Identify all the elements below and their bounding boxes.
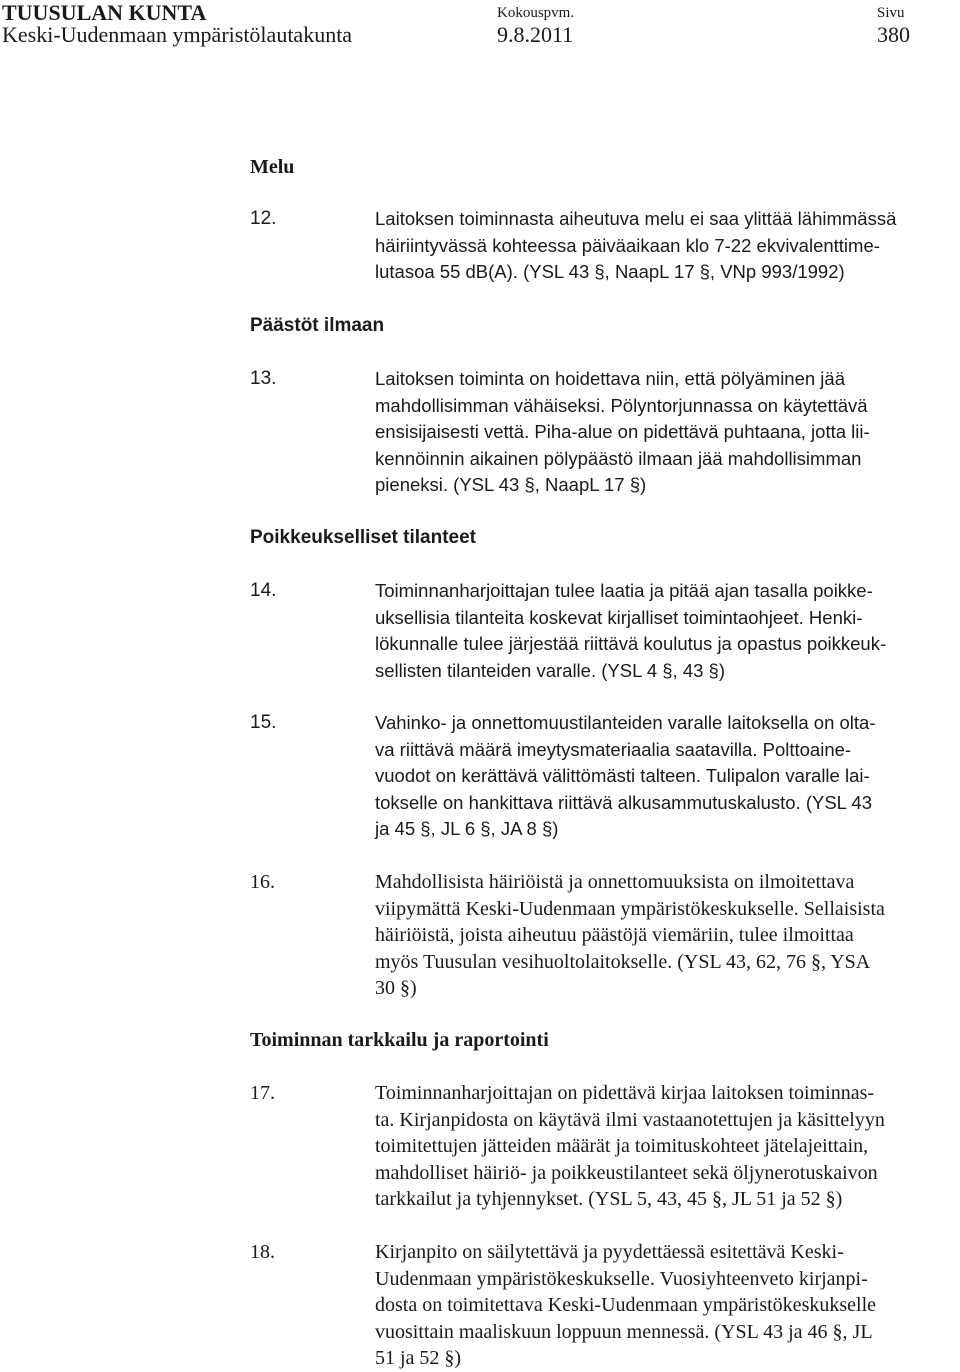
item-line: pieneksi. (YSL 43 §, NaapL 17 §) — [375, 474, 647, 495]
item-text — [375, 366, 960, 499]
item-line: sellisten tilanteiden varalle. (YSL 4 §, 43 §) — [375, 659, 725, 681]
section-heading-poikkeukselliset: Poikkeukselliset tilanteet — [250, 527, 476, 548]
item-line: Laitoksen toiminnasta aiheutuva melu ei saa ylittää lähimmässä — [375, 208, 897, 229]
item-text — [375, 1239, 960, 1372]
item-line: mahdollisimman vähäiseksi. Pölyntorjunnassa on käytettävä — [375, 394, 868, 416]
item-line: lutasoa 55 dB(A). (YSL 43 §, NaapL 17 §, VNp 993/1992) — [375, 261, 845, 282]
item-text — [375, 869, 960, 1002]
item-line: kennöinnin aikainen pölypäästö ilmaan jää mahdollisimman — [375, 447, 862, 469]
section-heading-tarkkailu: Toiminnan tarkkailu ja raportointi — [250, 1029, 549, 1051]
item-line: ja 45 §, JL 6 §, JA 8 §) — [375, 818, 559, 839]
page-label: Sivu — [877, 5, 905, 21]
item-number: 18. — [250, 1241, 275, 1263]
item-line: toimitettujen jätteiden määrät ja toimituskohteet jätelajeittain, — [375, 1135, 869, 1157]
item-line: vuodot on kerättävä välittömästi talteen. Tulipalon varalle lai- — [375, 765, 870, 786]
item-line: Toiminnanharjoittajan tulee laatia ja pitää ajan tasalla poikke- — [375, 580, 873, 601]
item-number: 13. — [250, 368, 277, 389]
meeting-date: 9.8.2011 — [497, 22, 574, 47]
item-number: 14. — [250, 580, 277, 601]
item-line: Vahinko- ja onnettomuustilanteiden varalle laitoksella on olta- — [375, 712, 876, 733]
item-number: 17. — [250, 1082, 275, 1104]
organization-name: TUUSULAN KUNTA — [2, 0, 207, 25]
item-number: 12. — [250, 208, 277, 229]
item-line: viipymättä Keski-Uudenmaan ympäristökeskukselle. Sellaisista — [375, 897, 885, 920]
item-line: Mahdollisista häiriöistä ja onnettomuuksista on ilmoitettava — [375, 871, 855, 893]
section-heading-paastot: Päästöt ilmaan — [250, 315, 385, 336]
item-line: ensisijaisesti vettä. Piha-alue on pidettävä puhtaana, jotta lii- — [375, 421, 870, 442]
item-line: myös Tuusulan vesihuoltolaitokselle. (YSL 43, 62, 76 §, YSA — [375, 950, 871, 973]
item-number: 16. — [250, 871, 275, 893]
item-line: ta. Kirjanpidosta on käytävä ilmi vastaanotettujen ja käsittelyyn — [375, 1108, 885, 1131]
item-line: tokselle on hankittava riittävä alkusammutuskalusto. (YSL 43 — [375, 791, 873, 813]
item-line: uksellisia tilanteita koskevat kirjalliset toimintaohjeet. Henki- — [375, 606, 863, 628]
item-text — [375, 710, 960, 843]
item-number: 15. — [250, 712, 277, 733]
item-text — [375, 578, 960, 684]
item-line: lökunnalle tulee järjestää riittävä koulutus ja opastus poikkeuk- — [375, 633, 887, 654]
item-line: Toiminnanharjoittajan on pidettävä kirjaa laitoksen toiminnas- — [375, 1082, 875, 1104]
item-line: dosta on toimitettava Keski-Uudenmaan ympäristökeskukselle — [375, 1294, 876, 1316]
board-name: Keski-Uudenmaan ympäristölautakunta — [2, 22, 353, 47]
item-line: 51 ja 52 §) — [375, 1347, 462, 1369]
item-line: vuosittain maaliskuun loppuun mennessä. (YSL 43 ja 46 §, JL — [375, 1320, 873, 1343]
item-line: häiriöistä, joista aiheutuu päästöjä viemäriin, tulee ilmoittaa — [375, 924, 854, 946]
item-line: häiriintyvässä kohteessa päiväaikaan klo 7-22 ekvivalenttime- — [375, 234, 880, 256]
section-heading-melu: Melu — [250, 156, 295, 178]
item-line: va riittävä määrä imeytysmateriaalia saatavilla. Polttoaine- — [375, 738, 852, 760]
item-line: 30 §) — [375, 977, 417, 999]
meeting-date-label: Kokouspvm. — [497, 5, 575, 21]
item-text — [375, 1080, 960, 1213]
item-text — [375, 206, 960, 286]
item-line: Laitoksen toiminta on hoidettava niin, että pölyäminen jää — [375, 368, 845, 389]
item-line: mahdolliset häiriö- ja poikkeustilanteet sekä öljynerotuskaivon — [375, 1161, 878, 1184]
page-number: 380 — [877, 22, 910, 47]
item-line: Uudenmaan ympäristökeskukselle. Vuosiyhteenveto kirjanpi- — [375, 1267, 868, 1290]
item-line: Kirjanpito on säilytettävä ja pyydettäessä esitettävä Keski- — [375, 1241, 844, 1263]
item-line: tarkkailut ja tyhjennykset. (YSL 5, 43, 45 §, JL 51 ja 52 §) — [375, 1188, 843, 1210]
